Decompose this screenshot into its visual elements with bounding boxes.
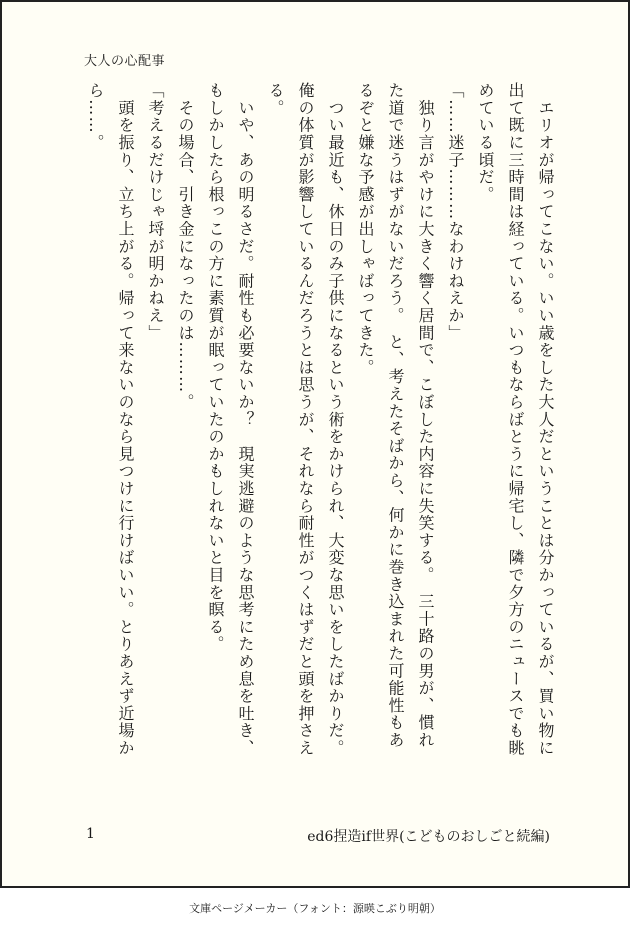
paragraph-line: その場合、引き金になったのは………。 <box>176 82 195 411</box>
paragraph-line: る。 <box>266 82 285 117</box>
page-number: 1 <box>86 826 95 842</box>
paragraph-line: 独り言がやけに大きく響く居間で、こぼした内容に失笑する。 三十路の男が、慣れ <box>416 82 435 749</box>
paragraph-line: ら……。 <box>86 82 105 152</box>
paragraph-line: 出て既に三時間は経っている。いつもならばとうに帰宅し、隣で夕方のニュースでも眺 <box>506 82 525 757</box>
paragraph-line: めている頃だ。 <box>476 82 495 204</box>
book-title: ed6捏造if世界(こどものおしごと続編) <box>307 829 550 845</box>
paragraph-line: た道で迷うはずがないだろう。 と、考えたそばから、何かに巻き込まれた可能性もあ <box>386 82 405 749</box>
vertical-body-text <box>80 82 560 802</box>
running-title: 大人の心配事 <box>84 54 166 69</box>
paragraph-line: 「考えるだけじゃ埒が明かねえ」 <box>146 82 165 342</box>
paragraph-line: 頭を振り、立ち上がる。帰って来ないのなら見つけに行けばいい。とりあえず近場か <box>116 82 135 757</box>
paragraph-line: 俺の体質が影響しているんだろうとは思うが、それなら耐性がつくはずだと頭を押さえ <box>296 82 315 757</box>
paragraph-line: もしかしたら根っこの方に素質が眠っていたのかもしれないと目を瞑る。 <box>206 82 225 653</box>
footer-credit: 文庫ページメーカー（フォント：源暎こぶり明朝） <box>189 902 441 915</box>
paragraph-line: いや、あの明るさだ。耐性も必要ないか？ 現実逃避のような思考にため息を吐き、 <box>236 82 255 757</box>
paragraph-line: るぞと嫌な予感が出しゃばってきた。 <box>356 82 375 377</box>
paragraph-line: つい最近も、休日のみ子供になるという術をかけられ、大変な思いをしたばかりだ。 <box>326 82 345 757</box>
paragraph-line: 「……迷子………なわけねえか」 <box>446 82 465 342</box>
paragraph-line: エリオが帰ってこない。いい歳をした大人だということは分かっているが、買い物に <box>536 82 555 757</box>
